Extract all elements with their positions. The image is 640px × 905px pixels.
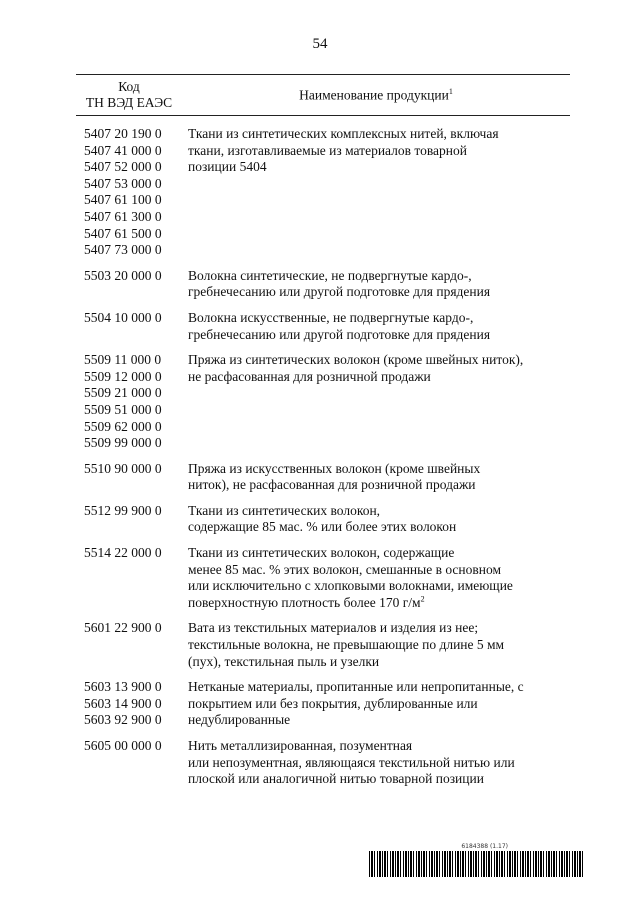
product-name-text: гребнечесанию или другой подготовке для прядения — [188, 284, 491, 300]
product-name-text: Пряжа из синтетических волокон (кроме швейных ниток), — [188, 352, 524, 368]
row-codes — [76, 126, 188, 259]
product-name-line — [188, 477, 570, 494]
product-name-text: гребнечесанию или другой подготовке для прядения — [188, 326, 491, 342]
product-name-text: Волокна искусственные, не подвергнутые кардо-, — [188, 309, 474, 325]
row-product-name — [188, 310, 570, 343]
row-codes — [76, 310, 188, 343]
row-product-name — [188, 738, 570, 788]
hs-code: 5407 61 500 0 — [84, 225, 162, 241]
header-name-text: Наименование продукции — [299, 87, 449, 103]
product-name-line — [188, 771, 570, 788]
product-name-line — [188, 654, 570, 671]
hs-code: 5514 22 000 0 — [84, 545, 162, 561]
table-body — [76, 116, 570, 788]
footer-code: 6184388 (1.17) — [461, 843, 508, 850]
hs-code: 5407 41 000 0 — [84, 142, 162, 158]
product-name-line — [188, 595, 570, 612]
row-codes — [76, 461, 188, 494]
hs-code: 5407 61 100 0 — [84, 192, 162, 208]
header-code-line2: ТН ВЭД ЕАЭС — [85, 95, 173, 110]
product-name-text: Нетканые материалы, пропитанные или непропитанные, с — [188, 679, 524, 695]
product-name-text: Ткани из синтетических волокон, — [188, 502, 381, 518]
row-codes — [76, 545, 188, 611]
table-row — [76, 738, 570, 788]
product-name-line — [188, 738, 570, 755]
hs-code: 5407 61 300 0 — [84, 208, 162, 224]
product-name-text: Волокна синтетические, не подвергнутые кардо-, — [188, 267, 472, 283]
hs-code: 5510 90 000 0 — [84, 460, 162, 476]
row-product-name — [188, 461, 570, 494]
product-name-line — [188, 327, 570, 344]
hs-code: 5603 13 900 0 — [84, 679, 162, 695]
product-name-line — [188, 712, 570, 729]
header-footnote: 1 — [448, 86, 453, 96]
row-codes — [76, 738, 188, 788]
table-row — [76, 352, 570, 452]
product-name-text: поверхностную плотность более 170 г/м — [188, 594, 421, 610]
product-name-text: ткани, изготавливаемые из материалов товарной — [188, 142, 467, 158]
row-product-name — [188, 545, 570, 611]
row-product-name — [188, 268, 570, 301]
table-row — [76, 503, 570, 536]
hs-code: 5509 62 000 0 — [84, 418, 162, 434]
product-name-line — [188, 519, 570, 536]
product-name-line — [188, 562, 570, 579]
product-name-text: Вата из текстильных материалов и изделия из нее; — [188, 620, 479, 636]
product-name-line — [188, 545, 570, 562]
row-codes — [76, 268, 188, 301]
product-name-text: Ткани из синтетических волокон, содержащие — [188, 545, 455, 561]
product-name-text: менее 85 мас. % этих волокон, смешанные в основном — [188, 561, 502, 577]
product-name-line — [188, 143, 570, 160]
table-row — [76, 679, 570, 729]
product-name-text: или исключительно с хлопковыми волокнами, имеющие — [188, 578, 513, 594]
product-name-line — [188, 679, 570, 696]
product-name-text: плоской или аналогичной нитью товарной позиции — [188, 771, 484, 787]
product-name-line — [188, 620, 570, 637]
product-name-line — [188, 268, 570, 285]
hs-code: 5603 14 900 0 — [84, 695, 162, 711]
header-code — [76, 79, 182, 111]
unit-superscript: 2 — [420, 594, 425, 604]
table-row — [76, 620, 570, 670]
header-name — [182, 87, 570, 104]
row-codes — [76, 679, 188, 729]
product-name-text: недублированные — [188, 712, 291, 728]
barcode — [369, 851, 585, 877]
hs-code: 5503 20 000 0 — [84, 267, 162, 283]
table-row — [76, 268, 570, 301]
product-name-text: позиции 5404 — [188, 159, 267, 175]
hs-code: 5509 12 000 0 — [84, 368, 162, 384]
table-row — [76, 126, 570, 259]
hs-code: 5407 53 000 0 — [84, 175, 162, 191]
product-name-line — [188, 503, 570, 520]
hs-code: 5509 11 000 0 — [84, 352, 162, 368]
row-product-name — [188, 620, 570, 670]
table-row — [76, 545, 570, 611]
row-codes — [76, 352, 188, 452]
header-code-line1: Код — [118, 79, 140, 94]
hs-code: 5509 21 000 0 — [84, 385, 162, 401]
product-table — [76, 74, 570, 797]
row-codes — [76, 620, 188, 670]
product-name-line — [188, 159, 570, 176]
hs-code: 5512 99 900 0 — [84, 502, 162, 518]
row-product-name — [188, 126, 570, 259]
product-name-line — [188, 578, 570, 595]
product-name-text: ниток), не расфасованная для розничной продажи — [188, 477, 476, 493]
row-product-name — [188, 352, 570, 452]
row-product-name — [188, 679, 570, 729]
product-name-line — [188, 126, 570, 143]
product-name-line — [188, 310, 570, 327]
product-name-text: покрытием или без покрытия, дублированные или — [188, 695, 478, 711]
row-product-name — [188, 503, 570, 536]
hs-code: 5407 20 190 0 — [84, 126, 162, 141]
hs-code: 5407 73 000 0 — [84, 242, 162, 258]
table-header — [76, 74, 570, 116]
table-row — [76, 310, 570, 343]
hs-code: 5605 00 000 0 — [84, 738, 162, 753]
product-name-text: не расфасованная для розничной продажи — [188, 368, 431, 384]
product-name-line — [188, 696, 570, 713]
product-name-text: Ткани из синтетических комплексных нитей, включая — [188, 126, 499, 141]
hs-code: 5509 51 000 0 — [84, 401, 162, 417]
product-name-text: (пух), текстильная пыль и узелки — [188, 653, 380, 669]
product-name-text: содержащие 85 мас. % или более этих волокон — [188, 519, 457, 535]
hs-code: 5603 92 900 0 — [84, 712, 162, 728]
page-number: 54 — [312, 36, 328, 52]
product-name-line — [188, 755, 570, 772]
product-name-text: или непозументная, являющаяся текстильной нитью или — [188, 754, 515, 770]
product-name-line — [188, 461, 570, 478]
product-name-line — [188, 352, 570, 369]
row-codes — [76, 503, 188, 536]
product-name-line — [188, 637, 570, 654]
hs-code: 5407 52 000 0 — [84, 159, 162, 175]
product-name-text: текстильные волокна, не превышающие по длине 5 мм — [188, 637, 505, 653]
hs-code: 5504 10 000 0 — [84, 309, 162, 325]
product-name-line — [188, 284, 570, 301]
product-name-text: Пряжа из искусственных волокон (кроме швейных — [188, 460, 481, 476]
table-row — [76, 461, 570, 494]
product-name-line — [188, 369, 570, 386]
product-name-text: Нить металлизированная, позументная — [188, 738, 413, 753]
hs-code: 5601 22 900 0 — [84, 620, 162, 636]
hs-code: 5509 99 000 0 — [84, 435, 162, 451]
